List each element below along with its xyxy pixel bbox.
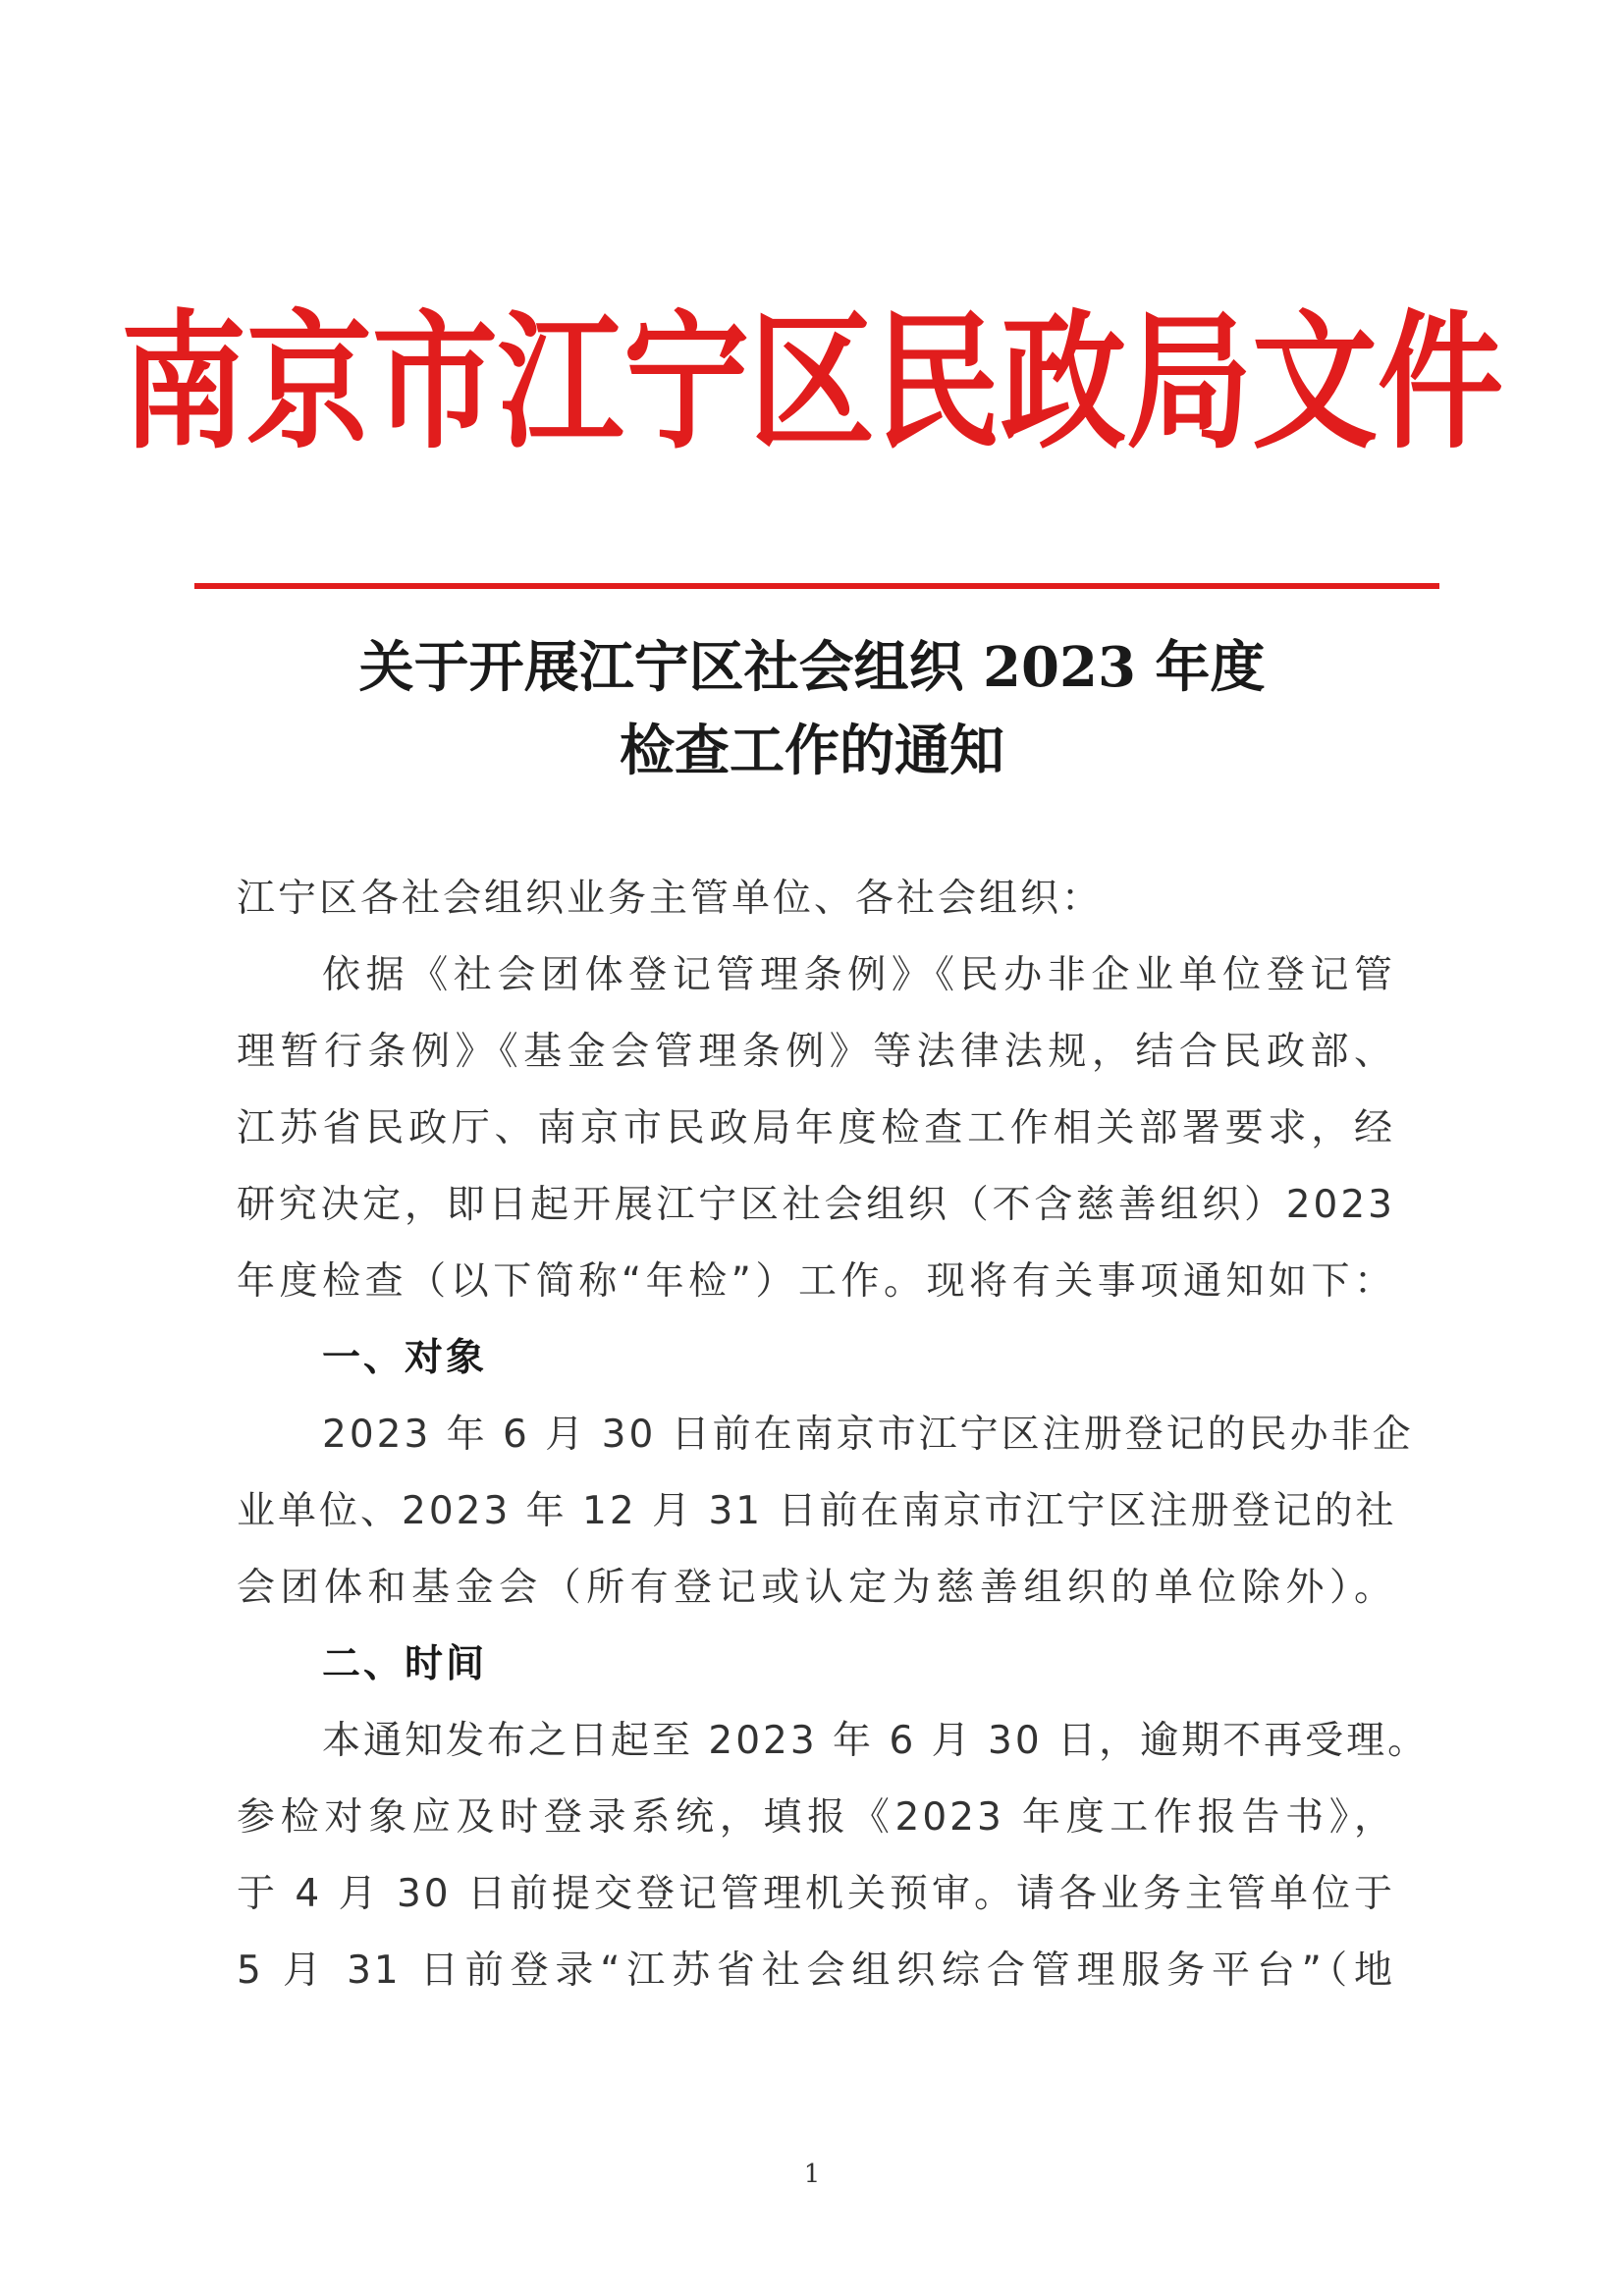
- salutation: 江宁区各社会组织业务主管单位、各社会组织：: [237, 877, 1104, 921]
- intro-line: 理暂行条例》《基金会管理条例》等法律法规，结合民政部、: [237, 1030, 1395, 1074]
- section-heading-time: 二、时间: [322, 1642, 488, 1686]
- masthead-divider: [194, 583, 1439, 589]
- section1-line: 会团体和基金会（所有登记或认定为慈善组织的单位除外）。: [237, 1566, 1395, 1610]
- intro-line: 依据《社会团体登记管理条例》《民办非企业单位登记管: [322, 953, 1395, 997]
- intro-line: 研究决定，即日起开展江宁区社会组织（不含慈善组织）2023: [237, 1183, 1395, 1227]
- section2-line: 5 月 31 日前登录“江苏省社会组织综合管理服务平台”（地: [237, 1949, 1395, 1993]
- section2-line: 参检对象应及时登录系统，填报《2023 年度工作报告书》，: [237, 1795, 1395, 1840]
- document-masthead: 南京市江宁区民政局文件: [120, 295, 1503, 470]
- intro-line: 江苏省民政厅、南京市民政局年度检查工作相关部署要求，经: [237, 1106, 1395, 1150]
- section2-line: 于 4 月 30 日前提交登记管理机关预审。请各业务主管单位于: [237, 1872, 1395, 1916]
- section1-line: 2023 年 6 月 30 日前在南京市江宁区注册登记的民办非企: [322, 1413, 1414, 1457]
- section2-line: 本通知发布之日起至 2023 年 6 月 30 日，逾期不再受理。: [322, 1719, 1430, 1763]
- document-title-line-2: 检查工作的通知: [620, 719, 1004, 783]
- page-number: 1: [803, 2160, 821, 2189]
- intro-line: 年度检查（以下简称“年检”）工作。现将有关事项通知如下：: [237, 1259, 1395, 1304]
- section1-line: 业单位、2023 年 12 月 31 日前在南京市江宁区注册登记的社: [237, 1489, 1397, 1533]
- section-heading-object: 一、对象: [322, 1336, 488, 1380]
- document-title-line-1: 关于开展江宁区社会组织 2023 年度: [358, 635, 1266, 700]
